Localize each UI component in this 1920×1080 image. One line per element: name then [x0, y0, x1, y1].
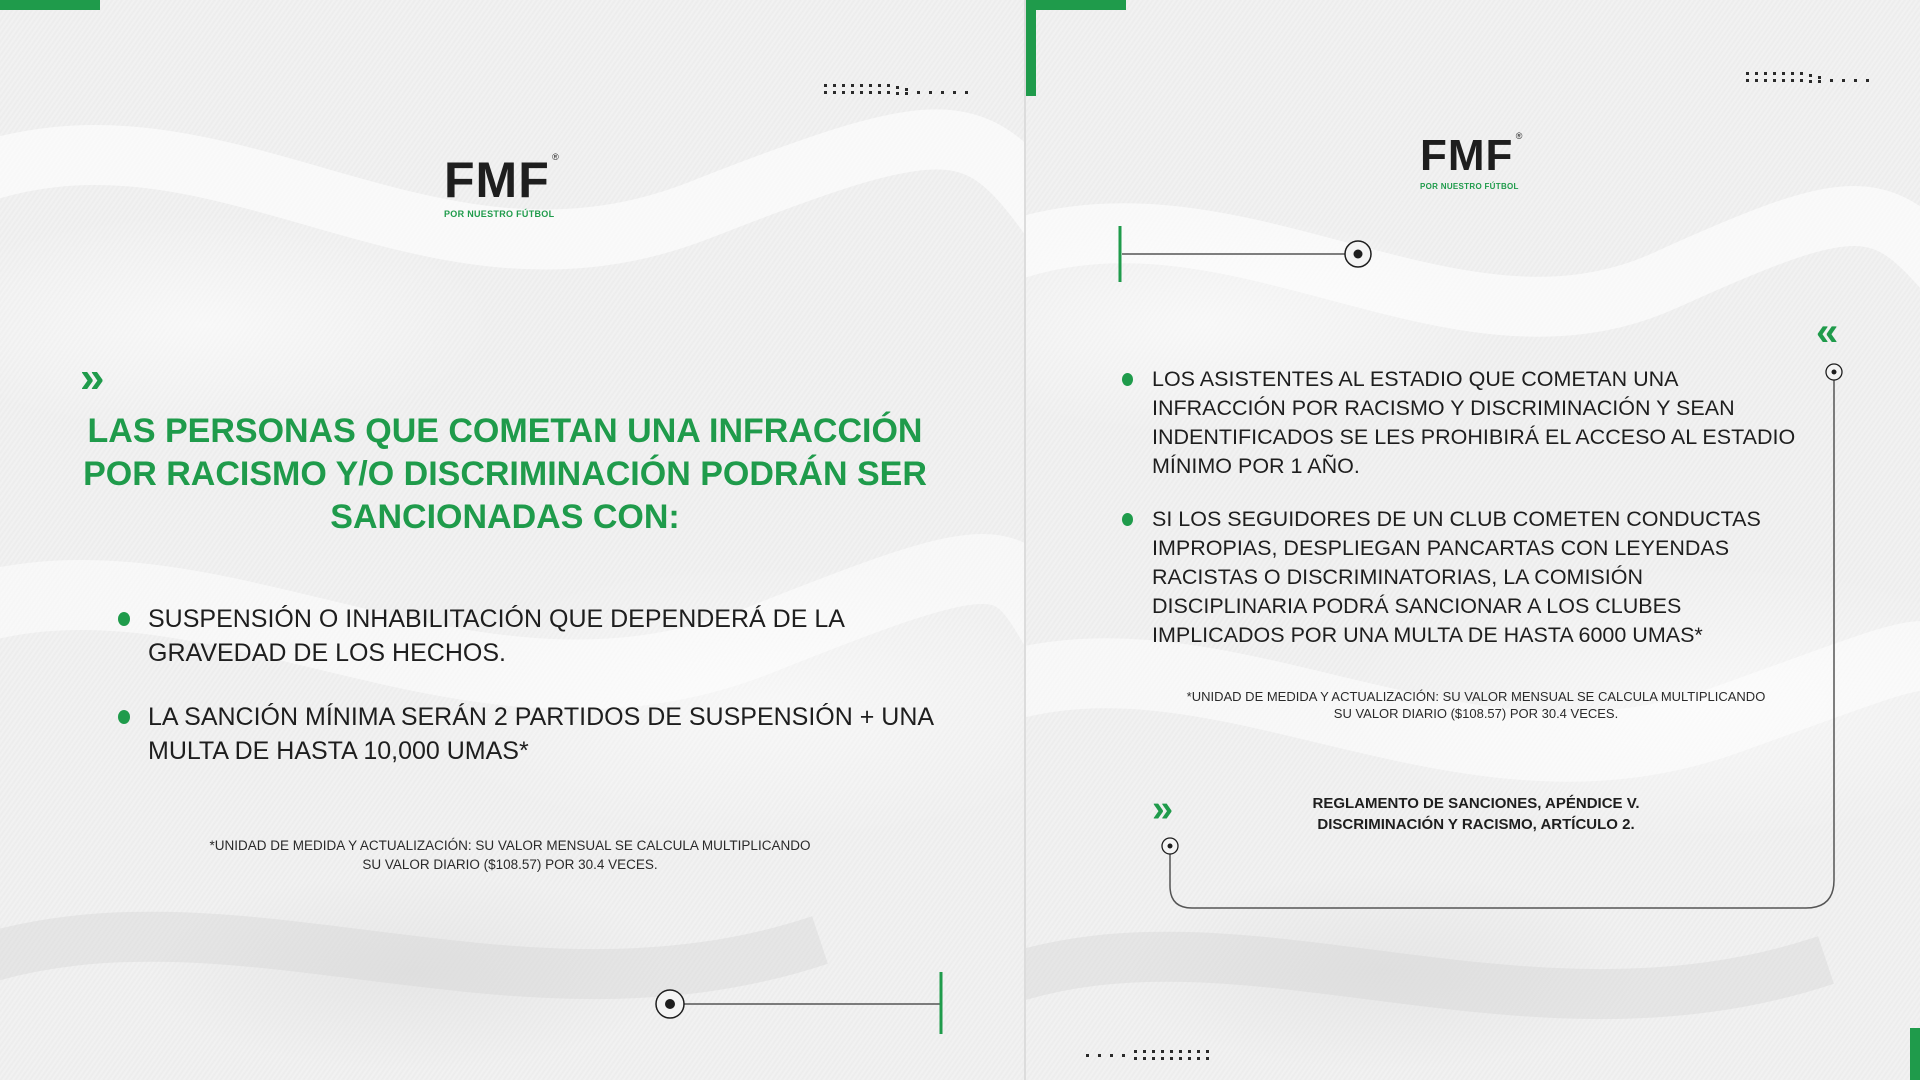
double-chevron-left-icon: «	[1816, 310, 1833, 354]
logo-mark: FMF ®	[1420, 131, 1524, 180]
double-chevron-right-icon: »	[1152, 788, 1168, 830]
logo-mark: FMF ®	[444, 152, 560, 208]
dotted-decoration	[824, 84, 974, 98]
connector-line-decoration	[650, 968, 950, 1038]
footnote: *UNIDAD DE MEDIDA Y ACTUALIZACIÓN: SU VALOR MENSUAL SE CALCULA MULTIPLICANDO SU VALOR DIARIO ($108.57) POR 30.4 VECES.	[209, 838, 811, 872]
list-item: LOS ASISTENTES AL ESTADIO QUE COMETAN UNA INFRACCIÓN POR RACISMO Y DISCRIMINACIÓN Y SEAN INDENTIFICADOS SE LES PROHIBIRÁ EL ACCESO AL ESTADIO MÍNIMO POR 1 AÑO.	[1122, 365, 1802, 481]
sanction-list	[118, 602, 938, 798]
footnote: *UNIDAD DE MEDIDA Y ACTUALIZACIÓN: SU VALOR MENSUAL SE CALCULA MULTIPLICANDO SU VALOR DIARIO ($108.57) POR 30.4 VECES.	[1186, 689, 1766, 721]
right-slide	[1024, 0, 1920, 1080]
double-chevron-right-icon: »	[80, 353, 99, 402]
list-item: SI LOS SEGUIDORES DE UN CLUB COMETEN CONDUCTAS IMPROPIAS, DESPLIEGAN PANCARTAS CON LEYENDAS RACISTAS O DISCRIMINATORIAS, LA COMISIÓN DISCIPLINARIA PODRÁ SANCIONAR A LOS CLUBES IMPLICADOS POR UNA MULTA DE HASTA 6000 UMAS*	[1122, 505, 1802, 650]
headline: LAS PERSONAS QUE COMETAN UNA INFRACCIÓN POR RACISMO Y/O DISCRIMINACIÓN PODRÁN SER SANCIONADAS CON:	[83, 412, 927, 536]
regulation-reference: REGLAMENTO DE SANCIONES, APÉNDICE V. DISCRIMINACIÓN Y RACISMO, ARTÍCULO 2.	[1312, 795, 1640, 833]
logo-tagline: POR NUESTRO FÚTBOL	[1420, 182, 1519, 191]
fmf-logo	[444, 152, 560, 219]
list-item: SUSPENSIÓN O INHABILITACIÓN QUE DEPENDERÁ DE LA GRAVEDAD DE LOS HECHOS.	[118, 602, 938, 670]
frame-line-decoration	[1026, 0, 1920, 1080]
logo-tagline: POR NUESTRO FÚTBOL	[444, 209, 555, 219]
list-item: LA SANCIÓN MÍNIMA SERÁN 2 PARTIDOS DE SUSPENSIÓN + UNA MULTA DE HASTA 10,000 UMAS*	[118, 700, 938, 768]
corner-accent-bar	[0, 0, 100, 10]
